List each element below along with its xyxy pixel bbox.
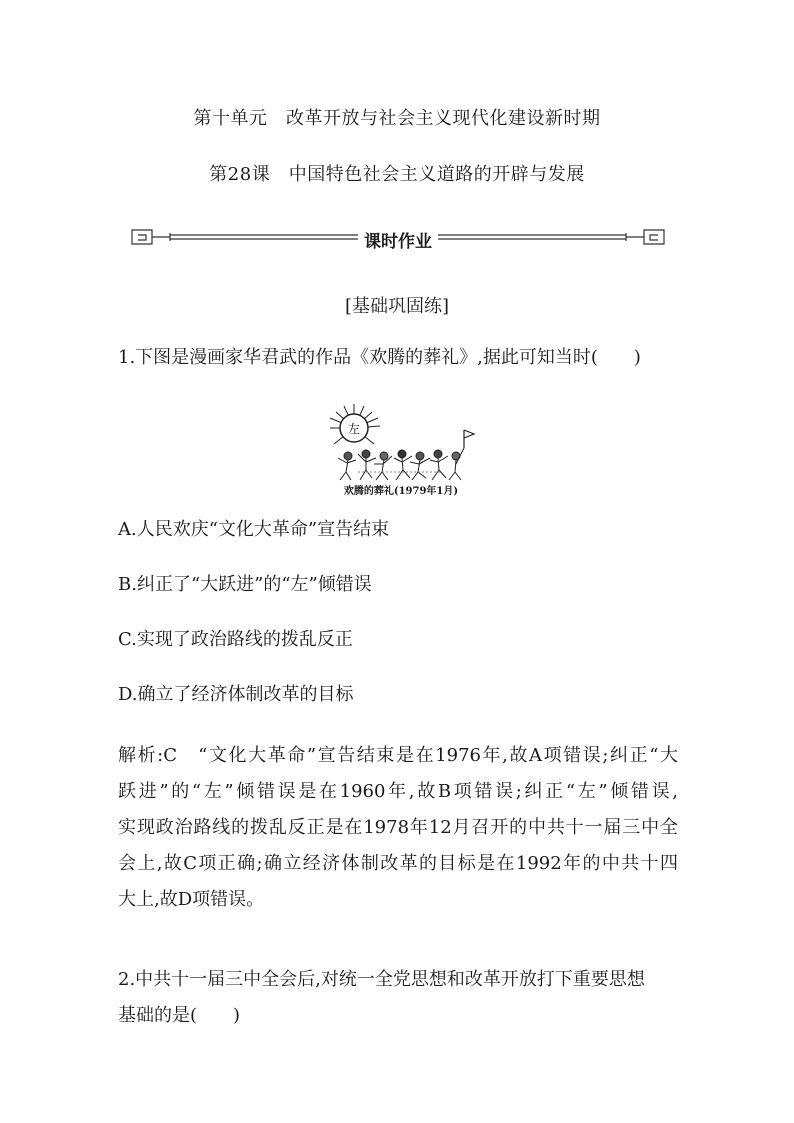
option-a: A.人民欢庆“文化大革命”宣告结束 [118,519,390,540]
cartoon-caption: 欢腾的葬礼(1979年1月) [343,486,459,497]
analysis-line: 大上,故D项错误。 [118,889,265,910]
option-d: D.确立了经济体制改革的目标 [118,684,354,705]
unit-title: 第十单元 改革开放与社会主义现代化建设新时期 [193,108,601,129]
option-c: C.实现了政治路线的拨乱反正 [118,629,353,650]
section-title: [基础巩固练] [344,296,450,317]
question-2-stem [118,962,678,1034]
homework-banner [130,224,666,250]
analysis-line: 跃进”的“左”倾错误是在1960年,故B项错误;纠正“左”倾错误, [118,781,678,802]
sun-character: 左 [347,422,361,436]
question-2-line: 2.中共十一届三中全会后,对统一全党思想和改革开放打下重要思想 [118,969,645,990]
question-1-stem: 1.下图是漫画家华君武的作品《欢腾的葬礼》,据此可知当时( ) [118,347,641,368]
question-2-line: 基础的是( ) [118,1005,241,1026]
analysis-line: 实现政治路线的拨乱反正是在1978年12月召开的中共十一届三中全 [118,817,678,838]
lesson-title: 第28课 中国特色社会主义道路的开辟与发展 [209,164,585,185]
analysis-line: 解析:C “文化大革命”宣告结束是在1976年,故A项错误;纠正“大 [118,745,678,766]
analysis-line: 会上,故C项正确;确立经济体制改革的目标是在1992年的中共十四 [118,853,678,874]
question-1-analysis [118,738,678,918]
banner-label: 课时作业 [358,232,438,252]
option-b: B.纠正了“大跃进”的“左”倾错误 [118,574,372,595]
